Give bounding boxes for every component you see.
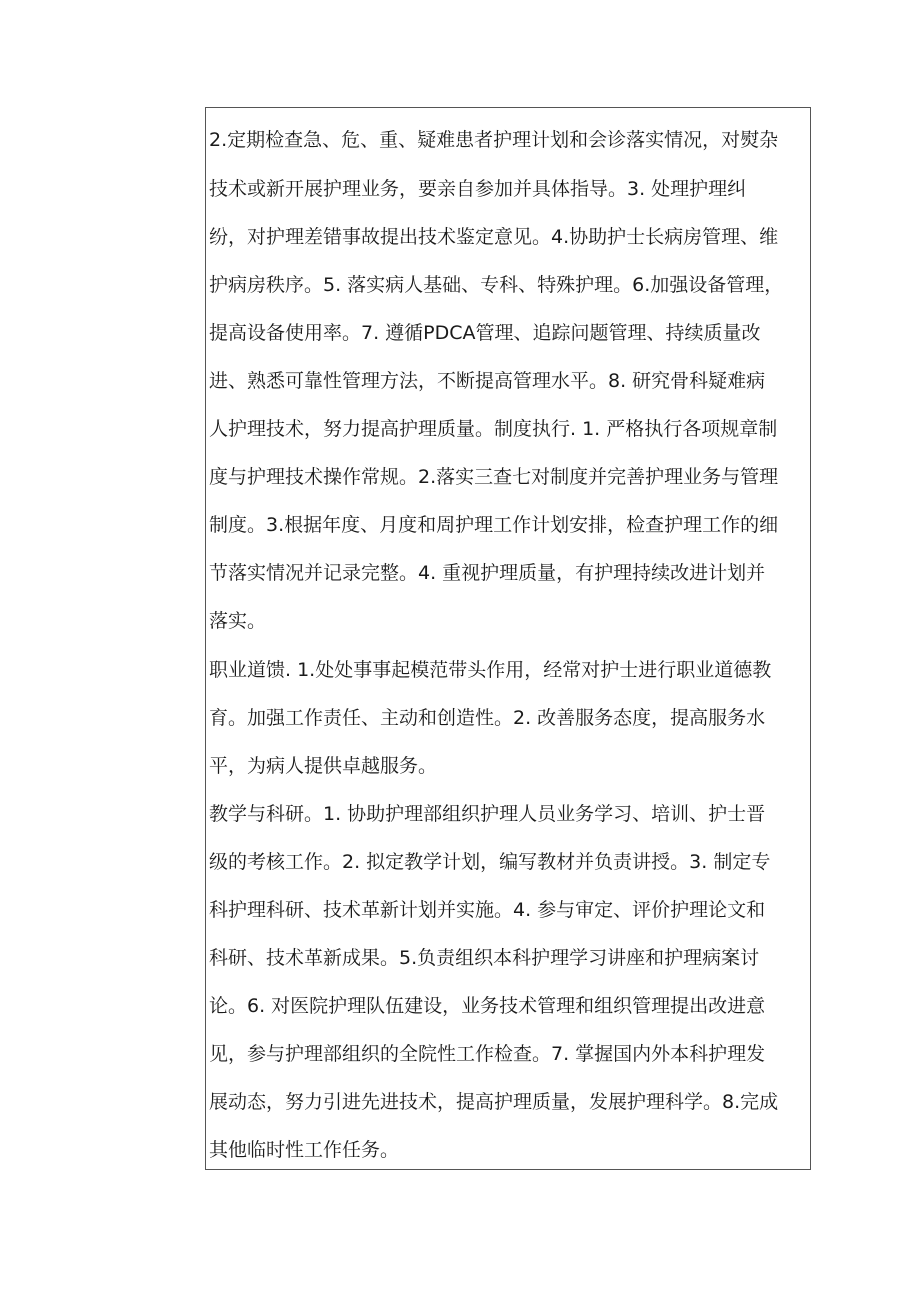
text-line: 技术或新开展护理业务，要亲自参加并具体指导。3. 处理护理纠 xyxy=(209,178,747,200)
text-line: 其他临时性工作任务。 xyxy=(209,1139,400,1161)
text-line: 级的考核工作。2. 拟定教学计划，编写教材并负责讲授。3. 制定专 xyxy=(209,851,771,873)
text-line: 科护理科研、技术革新计划并实施。4. 参与审定、评价护理论文和 xyxy=(209,899,766,921)
text-line: 纷，对护理差错事故提出技术鉴定意见。4.协助护士长病房管理、维 xyxy=(209,226,779,248)
text-line: 科研、技术革新成果。5.负责组织本科护理学习讲座和护理病案讨 xyxy=(209,947,760,969)
text-line: 落实。 xyxy=(209,610,267,632)
text-line: 平，为病人提供卓越服务。 xyxy=(209,755,438,777)
text-line: 人护理技术，努力提高护理质量。制度执行. 1. 严格执行各项规章制 xyxy=(209,418,778,440)
text-line: 节落实情况并记录完整。4. 重视护理质量，有护理持续改进计划并 xyxy=(209,562,766,584)
text-line: 育。加强工作责任、主动和创造性。2. 改善服务态度，提高服务水 xyxy=(209,707,766,729)
text-line: 提高设备使用率。7. 遵循PDCA管理、追踪问题管理、持续质量改 xyxy=(209,322,761,344)
text-line: 度与护理技术操作常规。2.落实三查七对制度并完善护理业务与管理 xyxy=(209,466,779,488)
text-line: 展动态，努力引进先进技术，提高护理质量，发展护理科学。8.完成 xyxy=(209,1091,779,1113)
text-line: 职业道馈. 1.处处事事起模范带头作用，经常对护士进行职业道德教 xyxy=(209,659,772,681)
text-line: 论。6. 对医院护理队伍建设，业务技术管理和组织管理提出改进意 xyxy=(209,995,766,1017)
table-cell xyxy=(205,107,811,1170)
text-line: 制度。3.根据年度、月度和周护理工作计划安排，检查护理工作的细 xyxy=(209,514,779,536)
text-line: 护病房秩序。5. 落实病人基础、专科、特殊护理。6.加强设备管理， xyxy=(209,274,784,296)
text-line: 2.定期检查急、危、重、疑难患者护理计划和会诊落实情况，对熨杂 xyxy=(209,129,779,151)
text-line: 进、熟悉可靠性管理方法，不断提高管理水平。8. 研究骨科疑难病 xyxy=(209,370,766,392)
text-line: 教学与科研。1. 协助护理部组织护理人员业务学习、培训、护士晋 xyxy=(209,803,766,825)
text-line: 见，参与护理部组织的全院性工作检查。7. 掌握国内外本科护理发 xyxy=(209,1043,766,1065)
